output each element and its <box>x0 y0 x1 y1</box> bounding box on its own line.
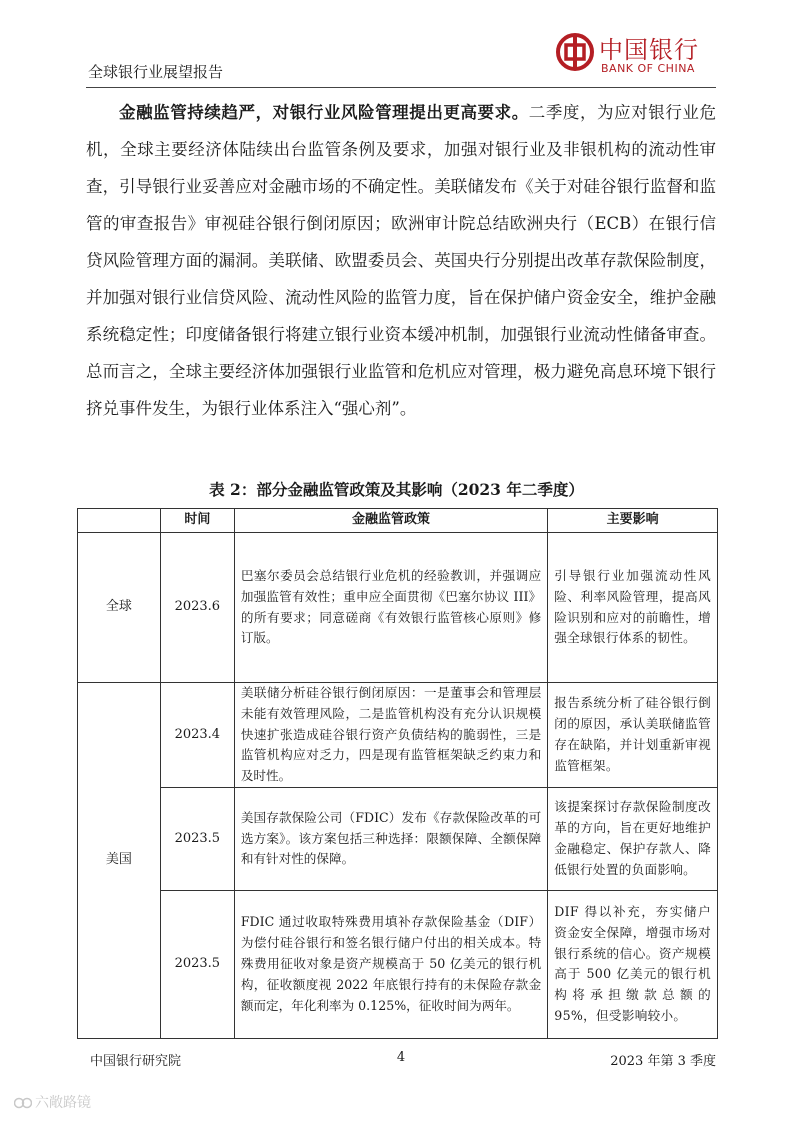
footer-period: 2023 年第 3 季度 <box>610 1054 716 1069</box>
table-row <box>78 683 718 788</box>
header-policy: 金融监管政策 <box>234 509 547 533</box>
watermark <box>14 1092 91 1112</box>
logo-name-cn: 中国银行 <box>599 36 699 64</box>
paragraph-lead: 金融监管持续趋严，对银行业风险管理提出更高要求。 <box>119 103 529 122</box>
impact-cell: DIF 得以补充，夯实储户资金安全保障，增强市场对银行系统的信心。资产规模高于 500 亿美元的银行机构将承担缴款总额的 95%，但受影响较小。 <box>548 890 718 1038</box>
table-row <box>78 890 718 1038</box>
table-caption: 表 2：部分金融监管政策及其影响（2023 年二季度） <box>209 480 584 499</box>
policy-cell: 美联储分析硅谷银行倒闭原因：一是董事会和管理层未能有效管理风险，二是监管机构没有充分认识规模快速扩张造成硅谷银行资产负债结构的脆弱性，三是监管机构应对乏力，四是现有监管框架缺乏约束力和及时性。 <box>234 683 547 788</box>
time-cell: 2023.4 <box>160 683 234 788</box>
time-cell: 2023.5 <box>160 787 234 890</box>
logo-name-en: BANK OF CHINA <box>601 62 695 75</box>
page-number: 4 <box>396 1050 406 1065</box>
policy-cell: 美国存款保险公司（FDIC）发布《存款保险改革的可选方案》。该方案包括三种选择：限额保障、全额保障和有针对性的保障。 <box>234 787 547 890</box>
table-header-row <box>78 509 718 533</box>
body-paragraph <box>86 94 716 427</box>
header-title: 全球银行业展望报告 <box>88 63 224 81</box>
policy-cell: 巴塞尔委员会总结银行业危机的经验教训，并强调应加强监管有效性；重申应全面贯彻《巴塞尔协议 III》的所有要求；同意磋商《有效银行监管核心原则》修订版。 <box>234 533 547 683</box>
policy-table <box>77 508 718 1039</box>
page-footer <box>86 1050 716 1074</box>
bank-logo <box>555 24 715 80</box>
region-cell: 美国 <box>78 683 161 1039</box>
time-cell: 2023.6 <box>160 533 234 683</box>
watermark-icon <box>14 1096 32 1110</box>
header-region <box>78 509 161 533</box>
table-row <box>78 533 718 683</box>
watermark-text: 六敞路镜 <box>35 1095 91 1111</box>
bank-of-china-emblem-icon <box>555 32 595 72</box>
table-row <box>78 787 718 890</box>
impact-cell: 该提案探讨存款保险制度改革的方向，旨在更好地维护金融稳定、保护存款人、降低银行处置的负面影响。 <box>548 787 718 890</box>
header-impact: 主要影响 <box>548 509 718 533</box>
header-time: 时间 <box>160 509 234 533</box>
time-cell: 2023.5 <box>160 890 234 1038</box>
policy-cell: FDIC 通过收取特殊费用填补存款保险基金（DIF）为偿付硅谷银行和签名银行储户付出的相关成本。特殊费用征收对象是资产规模高于 50 亿美元的银行机构，征收额度视 2022 年底银行持有的未保险存款金额而定，年化利率为 0.125%，征收时间为两年。 <box>234 890 547 1038</box>
paragraph-text: 二季度，为应对银行业危机，全球主要经济体陆续出台监管条例及要求，加强对银行业及非银机构的流动性审查，引导银行业妥善应对金融市场的不确定性。美联储发布《关于对硅谷银行监督和监管的审查报告》审视硅谷银行倒闭原因；欧洲审计院总结欧洲央行（ECB）在银行信贷风险管理方面的漏洞。美联储、欧盟委员会、英国央行分别提出改革存款保险制度，并加强对银行业信贷风险、流动性风险的监管力度，旨在保护储户资金安全，维护金融系统稳定性；印度储备银行将建立银行业资本缓冲机制，加强银行业流动性储备审查。总而言之，全球主要经济体加强银行业监管和危机应对管理，极力避免高息环境下银行挤兑事件发生，为银行业体系注入“强心剂”。 <box>86 103 717 418</box>
impact-cell: 引导银行业加强流动性风险、利率风险管理，提高风险识别和应对的前瞻性，增强全球银行体系的韧性。 <box>548 533 718 683</box>
header-rule <box>86 87 716 88</box>
region-cell: 全球 <box>78 533 161 683</box>
footer-institute: 中国银行研究院 <box>90 1054 182 1069</box>
impact-cell: 报告系统分析了硅谷银行倒闭的原因，承认美联储监管存在缺陷，并计划重新审视监管框架。 <box>548 683 718 788</box>
